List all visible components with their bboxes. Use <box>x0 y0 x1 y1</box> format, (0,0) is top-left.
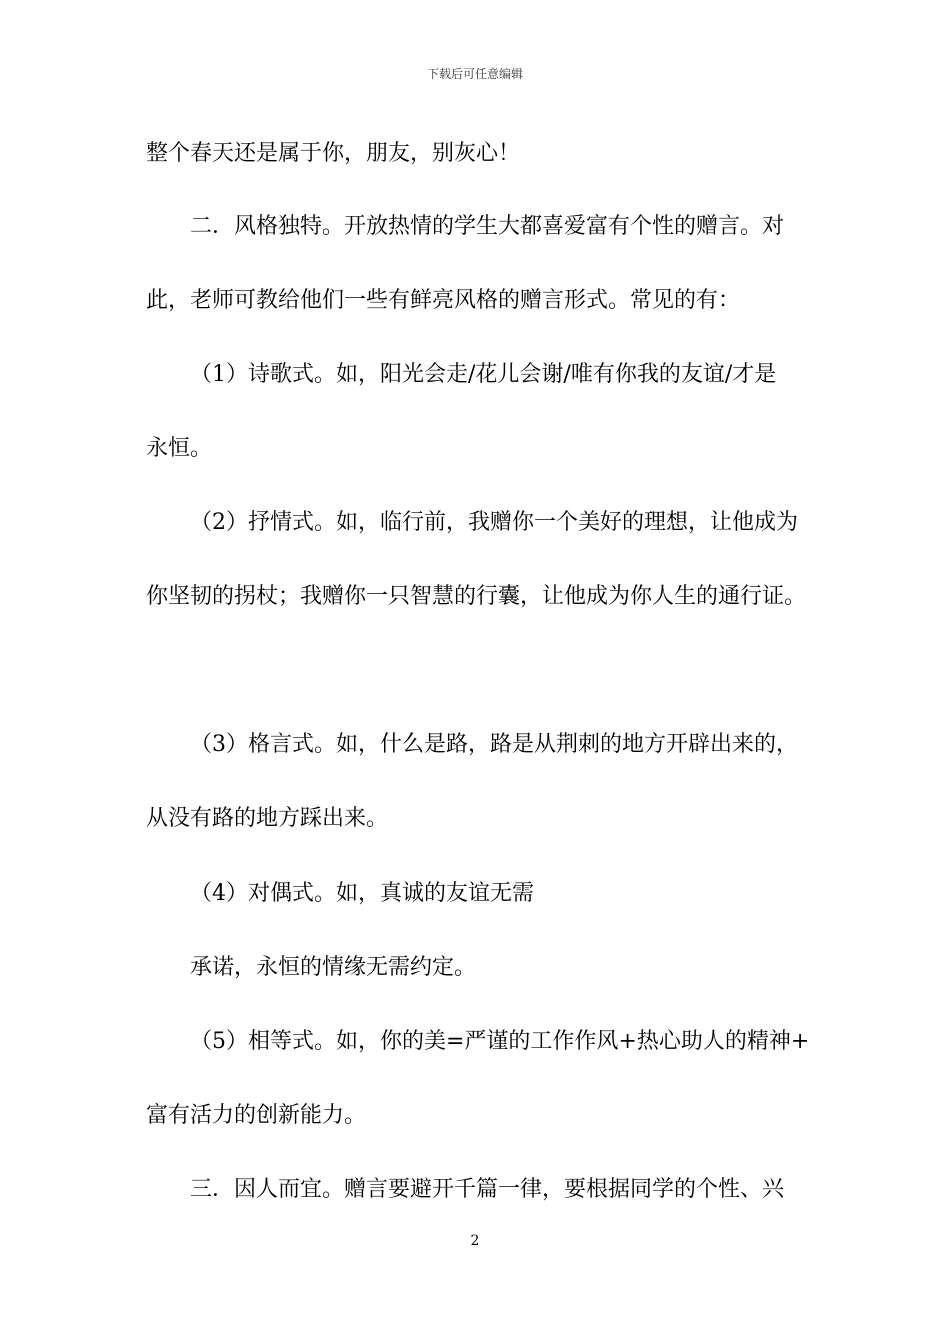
text-line: 富有活力的创新能力。 <box>146 1103 367 1128</box>
list-item-couplet: （4）对偶式。如，真诚的友谊无需 <box>190 881 534 906</box>
list-item-maxim: （3）格言式。如，什么是路，路是从荆刺的地方开辟出来的， <box>190 732 798 757</box>
list-item-lyrical: （2）抒情式。如，临行前，我赠你一个美好的理想，让他成为 <box>190 510 798 535</box>
page-header-note: 下载后可任意编辑 <box>426 67 523 81</box>
text-line: 你坚韧的拐杖；我赠你一只智慧的行囊，让他成为你人生的通行证。 <box>146 584 807 609</box>
text-line: 承诺，永恒的情缘无需约定。 <box>190 955 477 980</box>
list-item-equation: （5）相等式。如，你的美=严谨的工作作风+热心助人的精神+ <box>190 1029 810 1054</box>
text-line: 此，老师可教给他们一些有鲜亮风格的赠言形式。常见的有： <box>146 288 741 313</box>
page-number: 2 <box>470 1233 480 1249</box>
list-item-poem: （1）诗歌式。如，阳光会走/花儿会谢/唯有你我的友谊/才是 <box>190 362 777 387</box>
section-heading-personal: 三．因人而宜。赠言要避开千篇一律，要根据同学的个性、兴 <box>190 1177 785 1202</box>
text-line: 从没有路的地方踩出来。 <box>146 806 389 831</box>
text-line: 永恒。 <box>146 436 213 461</box>
section-heading-style: 二．风格独特。开放热情的学生大都喜爱富有个性的赠言。对 <box>190 214 785 239</box>
text-line: 整个春天还是属于你，朋友，别灰心！ <box>146 141 521 166</box>
